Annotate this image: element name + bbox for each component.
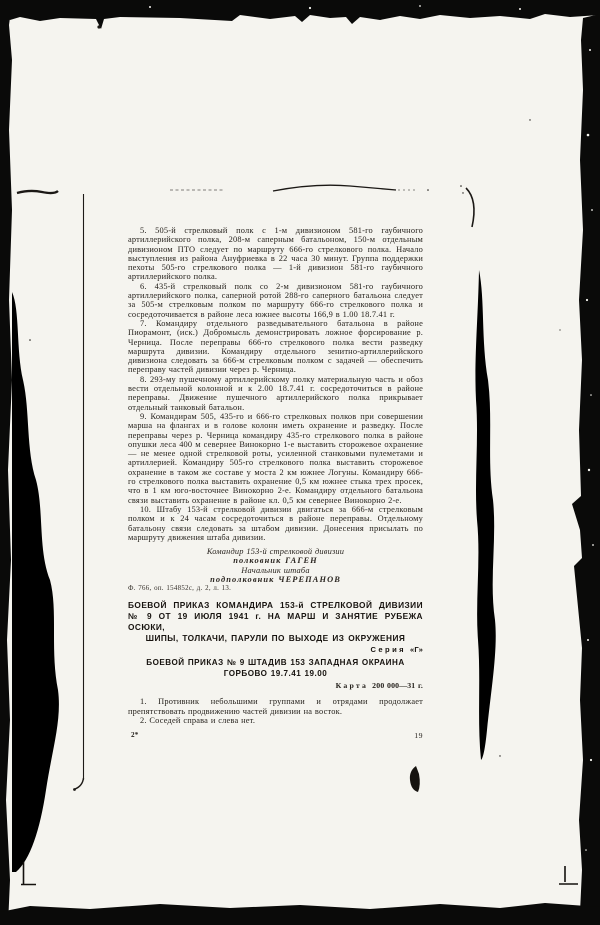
signature-name-gagen: полковник ГАГЕН [233, 556, 318, 566]
series-value: «Г» [409, 645, 423, 655]
map-value: 200 000—31 г. [372, 681, 423, 691]
page-footer [128, 731, 423, 740]
page-number: 19 [414, 730, 423, 740]
map-reference [128, 681, 423, 690]
body-paragraph-7: 7. Командиру отдельного разведывательного батальона в районе Пиорамонт, (иск.) Добромысль демонстрировать ложное форсирование р. Черница. После переправы 666-го стрелкового полка вести разведку маршрута дивизии. Командиру отдельного зенитно-артиллерийского дивизиона следовать за 666-м стрелковым полком с задачей — обеспечить переправу частей дивизии через р. Черница. [128, 318, 423, 375]
order-subheading [128, 658, 423, 680]
scan-border-top [0, 0, 600, 29]
signature-role-chief-of-staff: Начальник штаба [241, 565, 310, 575]
scan-hook-mark [410, 766, 420, 792]
archive-reference: Ф. 766, оп. 154852с, д. 2, л. 13. [128, 585, 232, 593]
order-subheading-line-1: БОЕВОЙ ПРИКАЗ № 9 ШТАДИВ 153 ЗАПАДНАЯ ОКРАИНА [146, 658, 405, 668]
scan-top-marks [17, 185, 474, 227]
scan-border-right [572, 14, 600, 912]
order-title [128, 600, 423, 643]
signature-block [128, 547, 423, 584]
scan-fold-line [73, 194, 83, 791]
map-word: Карта [335, 681, 369, 691]
series-label [128, 645, 423, 654]
situation-items [128, 697, 423, 726]
signature-role-commander: Командир 153-й стрелковой дивизии [206, 547, 345, 557]
scan-corner-marks [21, 862, 578, 885]
page-content [128, 226, 423, 740]
body-paragraph-9: 9. Командирам 505, 435-го и 666-го стрелковых полков при совершении марша на флангах и в голове колонн иметь охранение и разведку. После переправы через р. Черница командиру 435-го стрелкового полка в районе опушки леса 400 м севернее Винокорно 1-е выставить сторожевое охранение — не менее одной стрелковой роты, усиленной станковыми пулеметами и артиллерией. Командиру 505-го стрелкового полка выставить сторожевое охранение в таком же составе у моста 2 км южнее Логуны. Командиру 666-го стрелкового полка выставить охранение 0,5 км южнее стыка трех просек, что в 1 км юго-восточнее Винокорно 2-е. Командиру отдельного батальона связи выставить охранение в районе кл. 0,5 км севернее Винокорно 2-е. [128, 411, 423, 505]
body-paragraph-10: 10. Штабу 153-й стрелковой дивизии двигаться за 666-м стрелковым полком и к 24 часам сосредоточиться в районе переправы. Отдельному батальону связи следовать за штабом дивизии. Донесения присылать по маршруту движения штаба дивизии. [128, 504, 423, 542]
order-title-line-3: ШИПЫ, ТОЛКАЧИ, ПАРУЛИ ПО ВЫХОДЕ ИЗ ОКРУЖЕНИЯ [145, 632, 406, 643]
order-subheading-line-2: ГОРБОВО 19.7.41 19.00 [223, 669, 328, 679]
order-title-line-1: БОЕВОЙ ПРИКАЗ КОМАНДИРА 153-й СТРЕЛКОВОЙ ДИВИЗИИ [128, 600, 423, 611]
situation-item-1: 1. Противник небольшими группами и отрядами продолжает препятствовать продвижению частей дивизии на восток. [128, 697, 423, 716]
print-signature-mark: 2* [131, 730, 139, 739]
order-title-line-2: № 9 ОТ 19 ИЮЛЯ 1941 г. НА МАРШ И ЗАНЯТИЕ РУБЕЖА ОСЮКИ, [128, 611, 423, 632]
body-paragraph-5: 5. 505-й стрелковый полк с 1-м дивизионом 581-го гаубичного артиллерийского полка, 208-м саперным батальоном, 150-м отдельным дивизионом ПТО следует по маршруту 666-го стрелкового полка. Начало выступления из района Ануфриевка в 22 часа 30 минут. Группа поддержки пехоты 505-го стрелкового полка — 1-й дивизион 581-го гаубичного артиллерийского полка. [128, 226, 423, 282]
scan-smudge-left-core [12, 430, 49, 858]
scan-smudge-left [12, 292, 59, 872]
series-word: Серия [370, 645, 406, 655]
situation-item-2: 2. Соседей справа и слева нет. [140, 716, 256, 726]
signature-name-cherepanov: подполковник ЧЕРЕПАНОВ [210, 574, 341, 584]
body-paragraph-8: 8. 293-му пушечному артиллерийскому полку материальную часть и обоз вести отдельной колонной и к 2.00 18.7.41 г. сосредоточиться в районе переправы. Движение пушечного артиллерийского полка прикрывает отдельный танковый батальон. [128, 374, 423, 412]
scan-streak-right [475, 270, 495, 760]
scan-border-left [0, 0, 12, 925]
scan-border-bottom [0, 903, 600, 925]
body-paragraph-6: 6. 435-й стрелковый полк со 2-м дивизионом 581-го гаубичного артиллерийского полка, саперной ротой 288-го саперного батальона следует за 505-м стрелковым полком по маршруту 666-го стрелкового полка и сосредоточивается в районе леса южнее высоты 166,9 в 1.00 18.7.41 г. [128, 281, 423, 319]
